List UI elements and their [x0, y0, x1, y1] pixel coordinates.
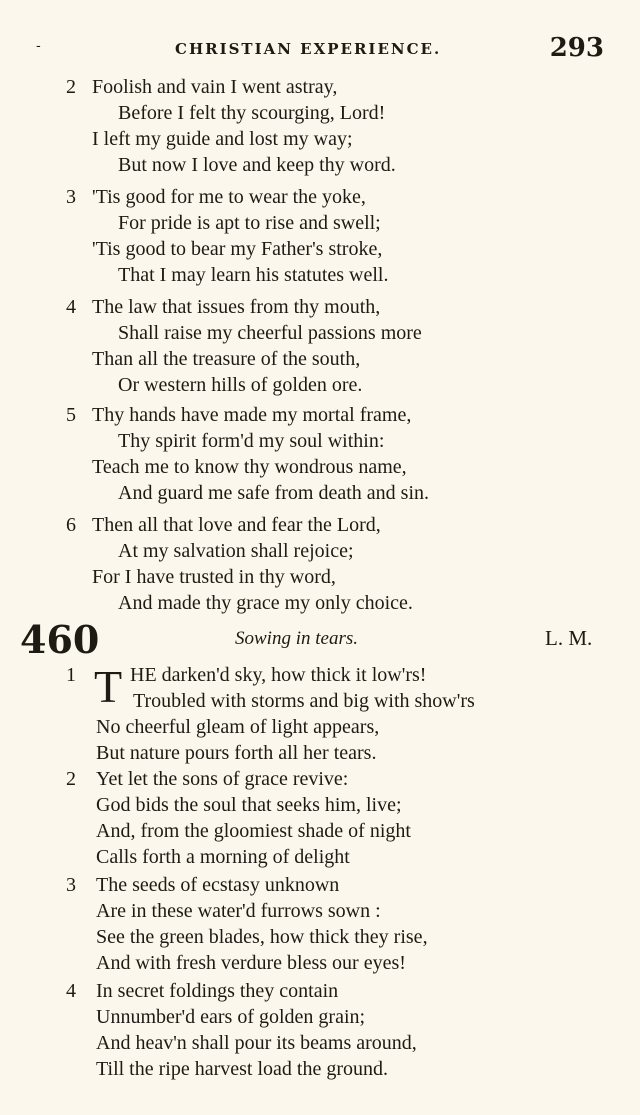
verse-line: Shall raise my cheerful passions more: [118, 322, 422, 344]
margin-dash: -: [36, 38, 41, 54]
verse-line: Troubled with storms and big with show'rs: [133, 690, 475, 712]
verse-line: And heav'n shall pour its beams around,: [96, 1032, 417, 1054]
verse-line: Unnumber'd ears of golden grain;: [96, 1006, 366, 1028]
verse-line: 'Tis good to bear my Father's stroke,: [92, 238, 383, 260]
stanza-number: 3: [66, 874, 76, 896]
verse-line: In secret foldings they contain: [96, 980, 339, 1002]
verse-line: No cheerful gleam of light appears,: [96, 716, 380, 738]
verse-line: Thy hands have made my mortal frame,: [92, 404, 412, 426]
verse-line: Before I felt thy scourging, Lord!: [118, 102, 386, 124]
verse-line: Or western hills of golden ore.: [118, 374, 363, 396]
stanza-3: [0, 184, 640, 288]
verse-line: Till the ripe harvest load the ground.: [96, 1058, 388, 1080]
verse-line: The law that issues from thy mouth,: [92, 296, 381, 318]
verse-line: Than all the treasure of the south,: [92, 348, 361, 370]
verse-line: The seeds of ecstasy unknown: [96, 874, 340, 896]
verse-line: For I have trusted in thy word,: [92, 566, 336, 588]
hymn-header: [0, 618, 640, 662]
hymn-title: Sowing in tears.: [235, 628, 358, 649]
verse-line: Thy spirit form'd my soul within:: [118, 430, 385, 452]
hymn-stanza-4: [0, 978, 640, 1082]
verse-line: For pride is apt to rise and swell;: [118, 212, 381, 234]
hymn-stanza-1: [0, 662, 640, 766]
verse-line: Foolish and vain I went astray,: [92, 76, 338, 98]
stanza-2: [0, 74, 640, 178]
stanza-4: [0, 294, 640, 398]
page-number: 293: [549, 33, 604, 63]
drop-cap: T: [94, 661, 123, 712]
stanza-number: 1: [66, 664, 76, 686]
verse-line: But nature pours forth all her tears.: [96, 742, 377, 764]
verse-line: Then all that love and fear the Lord,: [92, 514, 381, 536]
stanza-number: 2: [66, 768, 76, 790]
running-head: CHRISTIAN EXPERIENCE.: [175, 40, 442, 58]
verse-line: That I may learn his statutes well.: [118, 264, 389, 286]
stanza-5: [0, 402, 640, 506]
stanza-number: 4: [66, 980, 76, 1002]
verse-line: God bids the soul that seeks him, live;: [96, 794, 402, 816]
verse-line: Yet let the sons of grace revive:: [96, 768, 349, 790]
verse-line: And guard me safe from death and sin.: [118, 482, 430, 504]
verse-line: At my salvation shall rejoice;: [118, 540, 354, 562]
verse-line: But now I love and keep thy word.: [118, 154, 396, 176]
hymn-meter: L. M.: [545, 626, 593, 650]
verse-line: Calls forth a morning of delight: [96, 846, 350, 868]
stanza-number: 6: [66, 514, 76, 536]
hymn-number: 460: [20, 617, 100, 662]
stanza-number: 4: [66, 296, 76, 318]
stanza-number: 3: [66, 186, 76, 208]
hymn-stanza-3: [0, 872, 640, 976]
verse-line: Teach me to know thy wondrous name,: [92, 456, 407, 478]
verse-line: And with fresh verdure bless our eyes!: [96, 952, 406, 974]
verse-line: 'Tis good for me to wear the yoke,: [92, 186, 366, 208]
verse-line: HE darken'd sky, how thick it low'rs!: [130, 664, 427, 686]
stanza-number: 2: [66, 76, 76, 98]
verse-line: And, from the gloomiest shade of night: [96, 820, 411, 842]
stanza-6: [0, 512, 640, 616]
hymn-stanza-2: [0, 766, 640, 870]
verse-line: I left my guide and lost my way;: [92, 128, 353, 150]
verse-line: Are in these water'd furrows sown :: [96, 900, 381, 922]
verse-line: And made thy grace my only choice.: [118, 592, 413, 614]
stanza-number: 5: [66, 404, 76, 426]
verse-line: See the green blades, how thick they rise,: [96, 926, 428, 948]
